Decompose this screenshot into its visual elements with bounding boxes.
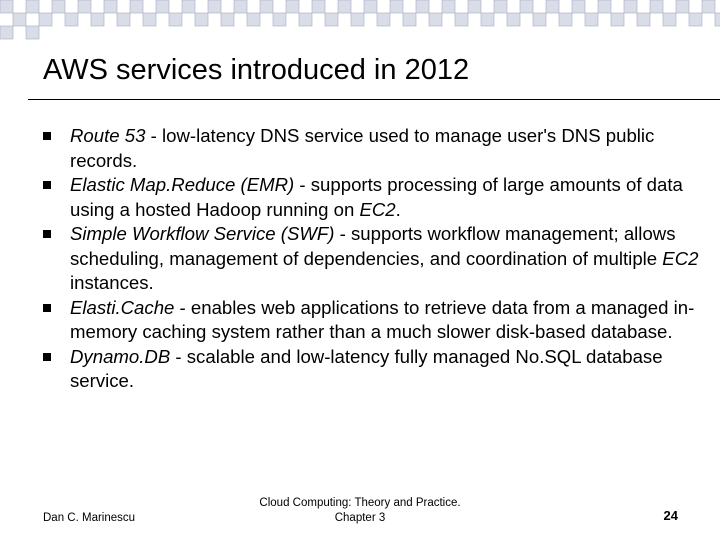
slide-title: AWS services introduced in 2012 (43, 54, 470, 86)
footer-book-title: Cloud Computing: Theory and Practice. (259, 497, 461, 509)
grid-square (390, 0, 403, 13)
service-description: - supports processing of large amounts of data using a hosted Hadoop running on (70, 174, 683, 220)
service-name: Elasti.Cache (70, 296, 175, 318)
grid-square (416, 0, 429, 13)
service-description-tail: instances. (70, 272, 154, 293)
footer-chapter: Chapter 3 (334, 512, 386, 524)
bullet-list (43, 124, 703, 394)
grid-square (520, 0, 533, 13)
title-divider (28, 99, 720, 100)
grid-square (715, 13, 720, 26)
grid-square (234, 0, 247, 13)
grid-square (325, 13, 338, 26)
service-description-tail: . (395, 198, 401, 220)
grid-square (546, 0, 559, 13)
grid-square (351, 13, 364, 26)
grid-square (624, 0, 637, 13)
grid-square (221, 13, 234, 26)
service-description: - scalable and low-latency fully managed No.SQL database service. (70, 345, 663, 391)
grid-square (650, 0, 663, 13)
service-name: Route 53 (70, 125, 146, 146)
grid-square (260, 0, 273, 13)
grid-square (247, 13, 260, 26)
grid-square (0, 26, 13, 39)
grid-square (429, 13, 442, 26)
service-reference: EC2 (662, 247, 699, 269)
service-reference: EC2 (359, 198, 396, 220)
square-bullet-icon (43, 304, 51, 312)
grid-square (26, 0, 39, 13)
grid-square (195, 13, 208, 26)
grid-square (507, 13, 520, 26)
grid-square (572, 0, 585, 13)
grid-square (91, 13, 104, 26)
grid-square (52, 0, 65, 13)
bullet-item (43, 173, 703, 222)
bullet-item (43, 124, 703, 173)
grid-square (585, 13, 598, 26)
grid-square (208, 0, 221, 13)
grid-square (130, 0, 143, 13)
bullet-item (43, 296, 703, 345)
service-name: Dynamo.DB (70, 345, 171, 367)
grid-square (442, 0, 455, 13)
square-bullet-icon (43, 353, 51, 361)
grid-square (598, 0, 611, 13)
grid-square (117, 13, 130, 26)
checkered-decoration (0, 0, 720, 40)
grid-square (104, 0, 117, 13)
service-description: - supports workflow management; allows scheduling, management of dependencies, and coordination of multiple (70, 223, 676, 269)
grid-square (533, 13, 546, 26)
page-number: 24 (663, 508, 678, 523)
grid-square (676, 0, 689, 13)
grid-square (169, 13, 182, 26)
square-bullet-icon (43, 181, 51, 189)
grid-square (481, 13, 494, 26)
service-name: Simple Workflow Service (SWF) (70, 223, 335, 244)
grid-square (286, 0, 299, 13)
grid-square (637, 13, 650, 26)
grid-square (65, 13, 78, 26)
grid-square (377, 13, 390, 26)
grid-square (13, 13, 26, 26)
grid-square (663, 13, 676, 26)
grid-square (611, 13, 624, 26)
grid-square (143, 13, 156, 26)
grid-square (156, 0, 169, 13)
square-bullet-icon (43, 132, 51, 140)
footer-book (230, 496, 490, 526)
grid-square (364, 0, 377, 13)
grid-square (468, 0, 481, 13)
service-name: Elastic Map.Reduce (EMR) (70, 174, 295, 195)
grid-square (494, 0, 507, 13)
bullet-item (43, 345, 703, 394)
grid-square (78, 0, 91, 13)
grid-square (559, 13, 572, 26)
bullet-item (43, 222, 703, 296)
grid-square (338, 0, 351, 13)
grid-square (273, 13, 286, 26)
grid-square (455, 13, 468, 26)
grid-square (26, 26, 39, 39)
grid-square (299, 13, 312, 26)
grid-square (403, 13, 416, 26)
grid-square (39, 13, 52, 26)
service-description: - enables web applications to retrieve data from a managed in-memory caching system rather than a much slower disk-based database. (70, 296, 695, 342)
grid-square (0, 0, 13, 13)
grid-square (689, 13, 702, 26)
grid-square (312, 0, 325, 13)
grid-square (702, 0, 715, 13)
square-bullet-icon (43, 230, 51, 238)
grid-square (182, 0, 195, 13)
service-description: - low-latency DNS service used to manage user's DNS public records. (70, 125, 655, 171)
footer-author: Dan C. Marinescu (43, 512, 136, 524)
